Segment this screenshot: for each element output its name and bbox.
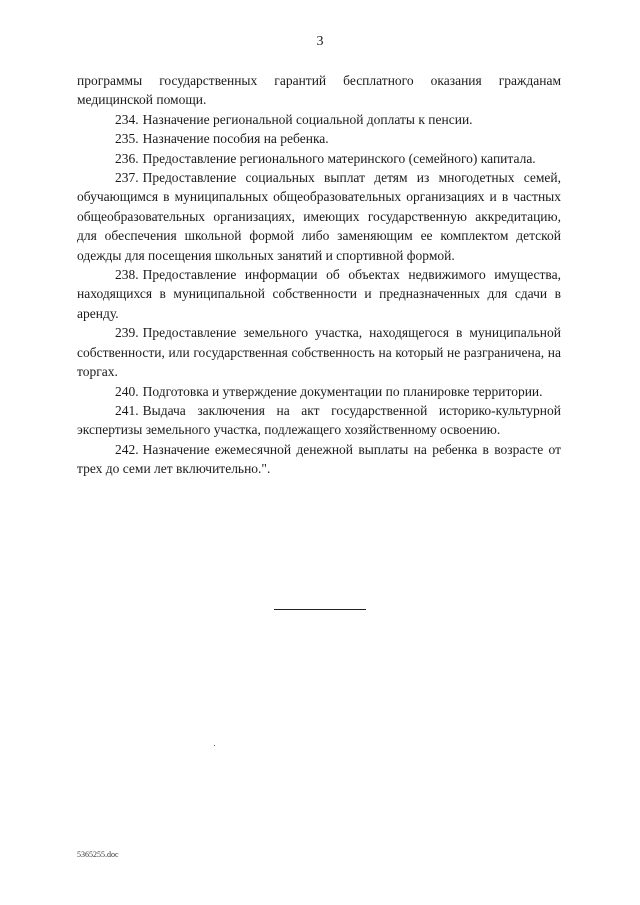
continuation-paragraph: программы государственных гарантий бесплатного оказания гражданам медицинской помощи. bbox=[77, 73, 561, 108]
list-item-text: Назначение пособия на ребенка. bbox=[142, 131, 329, 147]
list-item-242 bbox=[77, 440, 561, 479]
closing-separator-line bbox=[274, 609, 366, 610]
list-item-text: Назначение ежемесячной денежной выплаты на ребенка в возрасте от трех до семи лет включительно.". bbox=[77, 441, 561, 477]
list-item-241 bbox=[77, 401, 561, 440]
list-item-text: Предоставление социальных выплат детям из многодетных семей, обучающимся в муниципальных общеобразовательных организациях и в частных общеобразовательных организациях, имеющих государственную аккредитацию, для обеспечения школьной формой либо заменяющим ее комплектом детской одежды для посещения школьных занятий и спортивной формой. bbox=[77, 170, 561, 263]
scan-artifact bbox=[214, 745, 215, 746]
list-item-text: Предоставление земельного участка, находящегося в муниципальной собственности, или государственная собственность на который не разграничена, на торгах. bbox=[77, 325, 561, 380]
list-item-236 bbox=[77, 149, 561, 168]
list-item-text: Предоставление регионального материнского (семейного) капитала. bbox=[142, 150, 536, 166]
list-item-number: 238. bbox=[115, 267, 139, 283]
list-item-text: Выдача заключения на акт государственной историко-культурной экспертизы земельного участка, подлежащего хозяйственному освоению. bbox=[77, 402, 561, 438]
document-body bbox=[77, 71, 561, 479]
list-item-number: 242. bbox=[115, 441, 139, 457]
list-item-240 bbox=[77, 382, 561, 401]
list-item-text: Назначение региональной социальной доплаты к пенсии. bbox=[142, 111, 473, 127]
list-item-text: Подготовка и утверждение документации по планировке территории. bbox=[142, 383, 543, 399]
list-item-text: Предоставление информации об объектах недвижимого имущества, находящихся в муниципальной собственности и предназначенных для сдачи в аренду. bbox=[77, 267, 561, 321]
page-number: 3 bbox=[316, 34, 324, 49]
list-item-234 bbox=[77, 110, 561, 129]
footer-filename: 5365255.doc bbox=[77, 850, 119, 859]
list-item-number: 241. bbox=[115, 402, 139, 418]
list-item-number: 234. bbox=[115, 111, 139, 127]
list-item-number: 239. bbox=[115, 325, 139, 341]
list-item-235 bbox=[77, 129, 561, 148]
list-item-number: 240. bbox=[115, 383, 139, 399]
list-item-237 bbox=[77, 168, 561, 265]
list-item-number: 236. bbox=[115, 150, 139, 166]
list-item-239 bbox=[77, 323, 561, 381]
list-item-number: 235. bbox=[115, 131, 139, 147]
list-item-238 bbox=[77, 265, 561, 323]
list-item-number: 237. bbox=[115, 170, 139, 186]
